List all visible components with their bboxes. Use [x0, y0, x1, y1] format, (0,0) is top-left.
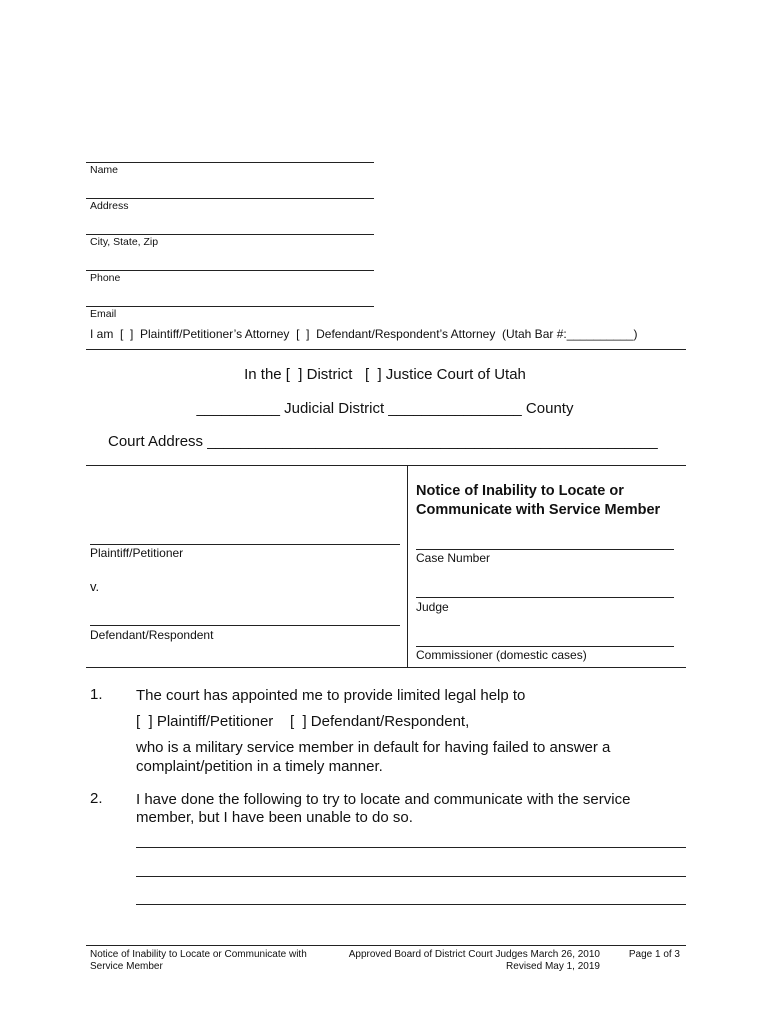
- plaintiff-line[interactable]: [90, 544, 400, 545]
- name-label: Name: [90, 164, 119, 176]
- judge-label: Judge: [416, 600, 449, 614]
- city-state-zip-line[interactable]: [86, 234, 374, 235]
- plaintiff-label: Plaintiff/Petitioner: [90, 546, 184, 560]
- item-1-line-4: complaint/petition in a timely manner.: [136, 758, 383, 775]
- footer-approval: [330, 949, 600, 973]
- judicial-district-line[interactable]: __________ Judicial District ________________ County: [196, 400, 574, 417]
- caption-top-border: [86, 465, 686, 466]
- footer-approval-line-1: Approved Board of District Court Judges March 26, 2010: [348, 949, 600, 960]
- case-number-line[interactable]: [416, 549, 674, 550]
- commissioner-label: Commissioner (domestic cases): [416, 648, 587, 662]
- defendant-label: Defendant/Respondent: [90, 628, 214, 642]
- item-2-line-2: member, but I have been unable to do so.: [136, 809, 413, 826]
- efforts-line-3[interactable]: [136, 904, 686, 905]
- email-line[interactable]: [86, 306, 374, 307]
- judge-line[interactable]: [416, 597, 674, 598]
- document-title: [416, 482, 660, 520]
- caption-divider: [407, 465, 408, 667]
- name-line[interactable]: [86, 162, 374, 163]
- address-line[interactable]: [86, 198, 374, 199]
- city-state-zip-label: City, State, Zip: [90, 236, 159, 248]
- footer-divider: [86, 945, 686, 946]
- commissioner-line[interactable]: [416, 646, 674, 647]
- document-title-line-2: Communicate with Service Member: [416, 502, 661, 518]
- footer-form-title: [90, 949, 307, 973]
- phone-label: Phone: [90, 272, 121, 284]
- efforts-line-2[interactable]: [136, 876, 686, 877]
- case-number-label: Case Number: [416, 551, 491, 565]
- efforts-line-1[interactable]: [136, 847, 686, 848]
- court-address-line[interactable]: Court Address ______________________________________________________: [108, 433, 658, 450]
- caption-bottom-border: [86, 667, 686, 668]
- item-1-line-1: The court has appointed me to provide limited legal help to: [136, 687, 526, 704]
- item-2-number: 2.: [90, 790, 103, 807]
- document-title-line-1: Notice of Inability to Locate or: [416, 483, 624, 499]
- item-1-number: 1.: [90, 686, 103, 703]
- court-type-line[interactable]: In the [ ] District [ ] Justice Court of Utah: [244, 366, 526, 383]
- footer-page-number: Page 1 of 3: [628, 949, 680, 960]
- role-divider: [86, 349, 686, 350]
- item-1-line-3: who is a military service member in default for having failed to answer a: [136, 739, 611, 756]
- phone-line[interactable]: [86, 270, 374, 271]
- item-1-party-choice[interactable]: [ ] Plaintiff/Petitioner [ ] Defendant/Respondent,: [136, 713, 470, 730]
- email-label: Email: [90, 308, 117, 320]
- footer-form-title-line-1: Notice of Inability to Locate or Communicate with: [90, 949, 307, 960]
- versus-label: v.: [90, 579, 100, 594]
- role-line[interactable]: I am [ ] Plaintiff/Petitioner’s Attorney [ ] Defendant/Respondent’s Attorney (Utah Bar #:__________): [90, 327, 638, 341]
- address-label: Address: [90, 200, 129, 212]
- item-2-line-1: I have done the following to try to locate and communicate with the service: [136, 791, 631, 808]
- footer-approval-line-2: Revised May 1, 2019: [506, 961, 600, 972]
- defendant-line[interactable]: [90, 625, 400, 626]
- footer-form-title-line-2: Service Member: [90, 961, 163, 972]
